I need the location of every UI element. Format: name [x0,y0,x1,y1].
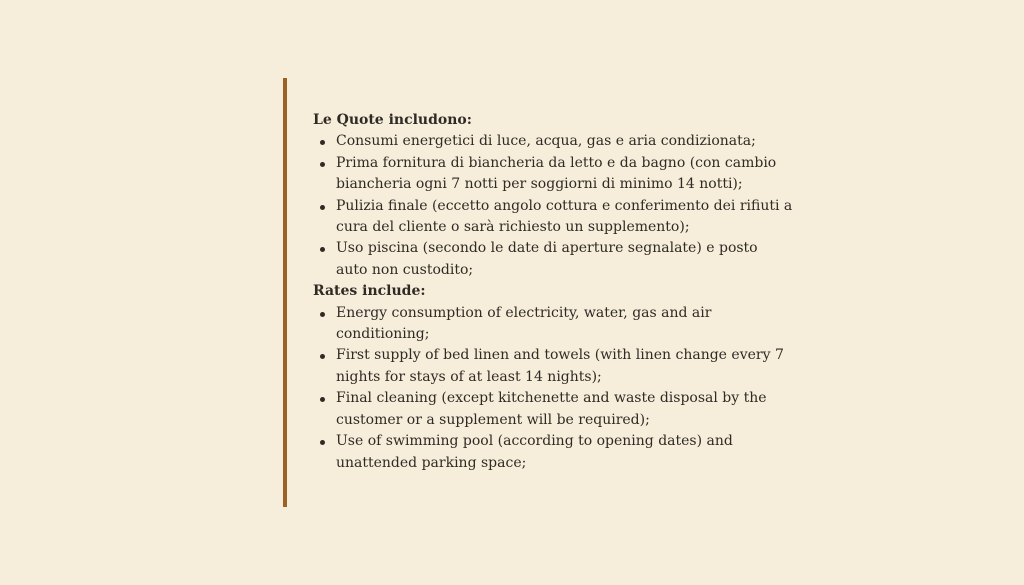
list-item: Final cleaning (except kitchenette and waste disposal by the customer or a supplement will be required); [313,388,793,431]
list-item: First supply of bed linen and towels (with linen change every 7 nights for stays of at least 14 nights); [313,345,793,388]
english-list [313,303,793,474]
list-item: Uso piscina (secondo le date di aperture segnalate) e posto auto non custodito; [313,238,793,281]
list-item: Consumi energetici di luce, acqua, gas e aria condizionata; [313,131,793,152]
list-item: Prima fornitura di biancheria da letto e da bagno (con cambio biancheria ogni 7 notti per soggiorni di minimo 14 notti); [313,153,793,196]
list-item: Pulizia finale (eccetto angolo cottura e conferimento dei rifiuti a cura del cliente o sarà richiesto un supplemento); [313,196,793,239]
section-title-italian: Le Quote includono: [313,112,472,128]
list-item: Use of swimming pool (according to opening dates) and unattended parking space; [313,431,793,474]
rates-content [313,110,793,474]
list-item: Energy consumption of electricity, water, gas and air conditioning; [313,303,793,346]
section-title-english: Rates include: [313,283,426,300]
accent-bar [283,78,287,507]
italian-list [313,131,793,281]
